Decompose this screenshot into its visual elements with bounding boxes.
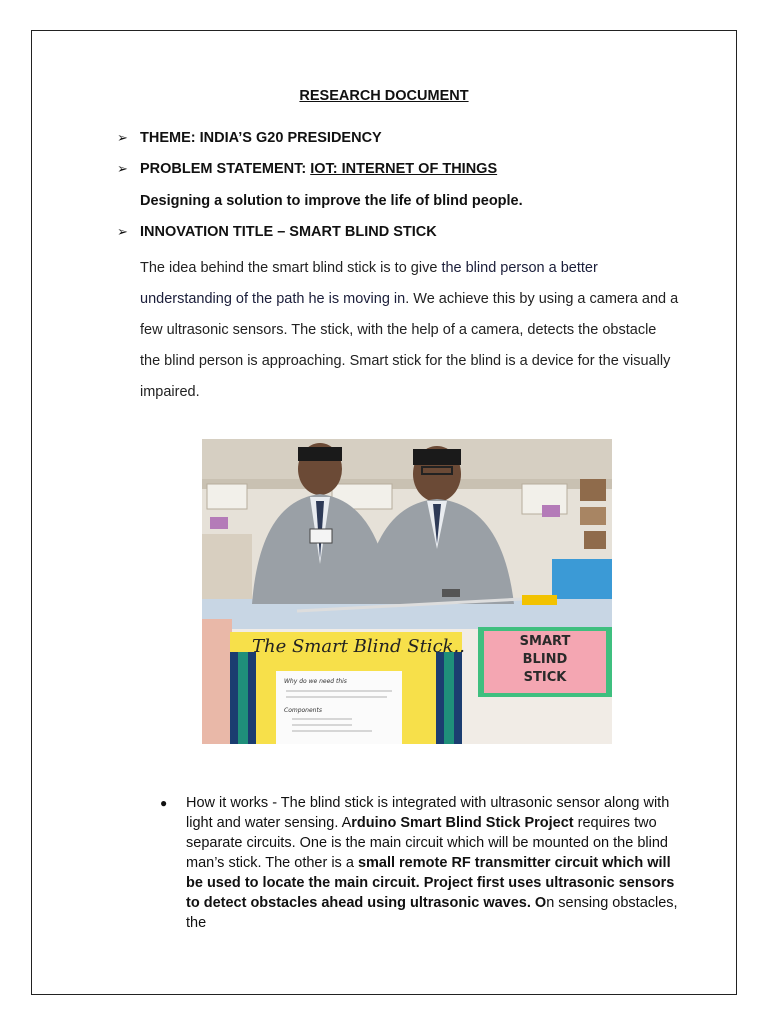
poster-components: Components [284,707,322,714]
para-part-3: . We achieve this by using a camera and a few ultrasonic sensors. The stick, with the help of a camera, detects the obstacle the blind person is approaching [140,291,679,369]
how-part-3: requires two separate circuits. One is the main circuit which will be mounted on the blind man’s stick. The other is a [186,815,668,871]
how-it-works-paragraph [186,793,686,933]
how-part-4: small remote [357,855,452,871]
how-part-1: How it works - The blind stick is integrated with ultrasonic sensor along with light and water sensing. A [186,795,670,831]
photo-illustration [202,439,612,744]
dot-bullet-icon: ● [160,796,168,810]
sign-line-1: SMART [519,634,571,649]
para-part-4: . Smart stick for the blind is a device for the visually impaired. [140,353,671,400]
poster-title: The Smart Blind Stick.. [252,636,465,657]
innovation-title-line: INNOVATION TITLE – SMART BLIND STICK [140,224,437,240]
how-part-5: RF transmitter circuit [451,855,599,871]
problem-label: PROBLEM STATEMENT: [140,161,311,177]
document-title: RESEARCH DOCUMENT [299,88,469,104]
problem-topic: IOT: INTERNET OF THINGS [310,161,498,177]
how-part-7: n sensing obstacles, the [186,895,678,931]
sign-line-3: STICK [523,670,567,685]
para-part-1: The idea behind the smart blind stick is to give [140,260,442,276]
innovation-paragraph [140,253,680,408]
para-part-2: the blind person a better understanding of the path he is moving in [140,260,598,307]
arrow-bullet-icon: ➢ [117,130,128,145]
arrow-bullet-icon: ➢ [117,224,128,239]
sign-line-2: BLIND [522,652,568,667]
students-photo [202,439,612,744]
problem-statement-line [140,161,497,177]
subtitle-line: Designing a solution to improve the life of blind people. [140,193,523,209]
theme-line: THEME: INDIA’S G20 PRESIDENCY [140,130,382,146]
poster-heading: Why do we need this [284,678,347,685]
how-part-6: which will be used to locate the main circuit. Project first uses ultrasonic sensors to detect obstacles ahead using ultrasonic waves. O [186,855,675,911]
arrow-bullet-icon: ➢ [117,161,128,176]
how-part-2: rduino Smart Blind Stick Project [351,815,574,831]
